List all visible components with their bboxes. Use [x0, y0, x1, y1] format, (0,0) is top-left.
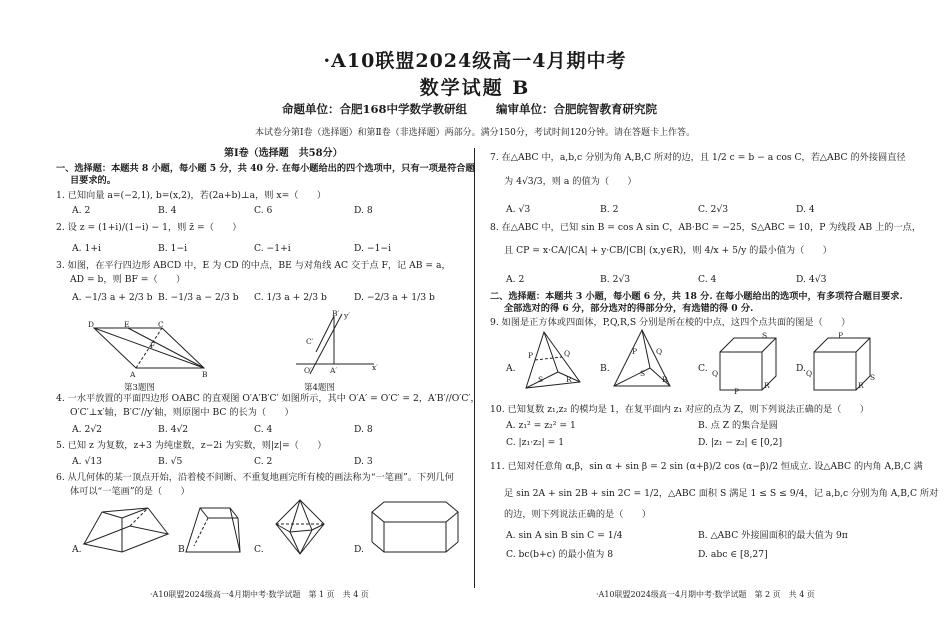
question-11-line2: 足 sin 2A + sin 2B + sin 2C = 1/2，△ABC 面积 S 满足 1 ≤ S ≤ 9/4，记 a,b,c 分别为角 A,B,C 所对	[504, 488, 939, 499]
q4-option-c: C. 4	[254, 424, 273, 435]
q2-option-b: B. 1−i	[158, 243, 188, 254]
q1-option-a: A. 2	[72, 205, 91, 216]
q1-option-d: D. 8	[354, 205, 373, 216]
question-6: 6. 从几何体的某一顶点开始，沿着棱不间断、不重复地画完所有棱的画法称为“一笔画”。下列几何	[56, 472, 454, 483]
svg-text:E: E	[124, 320, 130, 329]
q8-option-a: A. 2	[506, 274, 525, 285]
q9a-tetrahedron-icon	[524, 332, 582, 390]
svg-text:Q: Q	[712, 369, 719, 378]
svg-text:S: S	[538, 375, 544, 384]
q6a-prism-icon	[82, 508, 172, 554]
q4-option-a: A. 2√2	[72, 424, 103, 435]
q9-option-a: A.	[506, 363, 516, 374]
svg-text:S: S	[870, 373, 876, 382]
question-3-line2: AD = b，则 BF =（ ）	[70, 274, 186, 285]
q6-option-a: A.	[72, 544, 82, 555]
q5-option-b: B. √5	[158, 456, 183, 467]
q1-option-b: B. 4	[158, 205, 177, 216]
svg-text:y′: y′	[344, 311, 350, 320]
section1-heading-2: 目要求的。	[70, 175, 116, 186]
question-7: 7. 在△ABC 中，a,b,c 分别为角 A,B,C 所对的边，且 1/2 c = b − a cos C，若△ABC 的外接圆直径	[490, 152, 906, 163]
svg-text:R: R	[764, 381, 770, 390]
review-unit: 编审单位：合肥皖智教育研究院	[496, 102, 657, 116]
svg-text:Q: Q	[806, 369, 813, 378]
q4-option-d: D. 8	[354, 424, 373, 435]
svg-text:R: R	[566, 375, 572, 384]
q5-option-a: A. √13	[72, 456, 103, 467]
q6-option-b: B.	[178, 544, 188, 555]
q1-option-c: C. 6	[254, 205, 273, 216]
footer-page-1: ·A10联盟2024级高一4月期中考·数学试题 第 1 页 共 4 页	[150, 590, 369, 599]
q6c-octahedron-icon	[272, 500, 328, 556]
svg-text:O′: O′	[304, 366, 312, 375]
question-4: 4. 一水平放置的平面四边形 OABC 的直观图 O′A′B′C′ 如图所示，其中 O′A′ = O′C′ = 2，A′B′//O′C′，	[56, 393, 480, 404]
q5-option-c: C. 2	[254, 456, 273, 467]
section1-heading: 一、选择题：本题共 8 小题，每小题 5 分，共 40 分. 在每小题给出的四个选项中，只有一项是符合题	[56, 163, 475, 174]
svg-text:S: S	[762, 331, 768, 340]
q6-option-d: D.	[354, 544, 364, 555]
column-divider	[474, 148, 475, 588]
q10-option-a: A. z₁² = z₂² = 1	[506, 420, 576, 431]
svg-text:C′: C′	[306, 337, 314, 346]
q2-option-a: A. 1+i	[72, 243, 101, 254]
q10-option-c: C. |z₁·z₂| = 1	[506, 437, 565, 448]
svg-text:S: S	[640, 369, 646, 378]
q3-option-b: B. −1/3 a − 2/3 b	[158, 292, 239, 303]
q2-option-c: C. −1+i	[254, 243, 291, 254]
q2-option-d: D. −1−i	[354, 243, 392, 254]
fig3-caption: 第3题图	[124, 383, 155, 393]
q5-option-d: D. 3	[354, 456, 373, 467]
question-8-line2: 且 CP = x·CA/|CA| + y·CB/|CB| (x,y∈R)，则 4/x + 5/y 的最小值为（ ）	[504, 245, 832, 256]
q7-option-a: A. √3	[506, 204, 531, 215]
svg-text:Q: Q	[564, 349, 571, 358]
q3-parallelogram-figure	[86, 320, 216, 379]
q6-option-c: C.	[254, 544, 264, 555]
q8-option-c: C. 4	[698, 274, 717, 285]
q11-option-c: C. bc(b+c) 的最小值为 8	[506, 549, 614, 560]
svg-text:P: P	[632, 347, 638, 356]
author-unit: 命题单位：合肥168中学数学教研组	[282, 102, 468, 116]
svg-text:B′: B′	[332, 309, 340, 318]
q3-option-c: C. 1/3 a + 2/3 b	[254, 292, 327, 303]
q9-option-d: D.	[796, 363, 806, 374]
svg-text:R: R	[662, 375, 668, 384]
section2-heading: 二、选择题：本题共 3 小题，每小题 6 分，共 18 分. 在每小题给出的选项中，有多项符合题目要求.	[490, 291, 903, 302]
q11-option-a: A. sin A sin B sin C = 1/4	[506, 530, 623, 541]
q4-option-b: B. 4√2	[158, 424, 189, 435]
svg-text:A′: A′	[330, 366, 338, 375]
exam-title: ·A10联盟2024级高一4月期中考	[323, 50, 627, 72]
svg-text:P: P	[838, 331, 844, 340]
question-8: 8. 在△ABC 中，已知 sin B = cos A sin C，AB·BC = −25，S△ABC = 10，P 为线段 AB 上的一点，	[490, 222, 922, 233]
exam-note: 本试卷分第Ⅰ卷（选择题）和第Ⅱ卷（非选择题）两部分。满分150分，考试时间120分钟。请在答题卡上作答。	[254, 128, 696, 138]
section2-heading-2: 全部选对的得 6 分，部分选对的得部分分，有选错的得 0 分.	[504, 303, 754, 314]
q9c-cube-icon	[712, 331, 778, 396]
question-11: 11. 已知对任意角 α,β，sin α + sin β = 2 sin (α+β)/2 cos (α−β)/2 恒成立. 设△ABC 的内角 A,B,C 满	[490, 461, 923, 472]
q6b-frustum-icon	[184, 506, 244, 554]
q10-option-b: B. 点 Z 的集合是圆	[698, 420, 778, 431]
question-4-line2: O′C′⊥x′轴，B′C′//y′轴，则原图中 BC 的长为（ ）	[70, 407, 294, 418]
svg-text:F: F	[150, 341, 156, 350]
q3-option-a: A. −1/3 a + 2/3 b	[72, 292, 153, 303]
q7-option-d: D. 4	[796, 204, 815, 215]
q9d-cube-icon	[806, 331, 876, 390]
question-7-line2: 为 4√3/3，则 a 的值为（ ）	[504, 176, 637, 187]
svg-text:Q: Q	[656, 347, 663, 356]
svg-text:R: R	[858, 381, 864, 390]
svg-text:B: B	[202, 370, 208, 379]
q10-option-d: D. |z₁ − z₂| ∈ [0,2]	[698, 437, 783, 448]
q8-option-b: B. 2√3	[600, 274, 631, 285]
question-3: 3. 如图，在平行四边形 ABCD 中，E 为 CD 的中点，BE 与对角线 AC 交于点 F，记 AB = a，	[56, 260, 451, 271]
question-10: 10. 已知复数 z₁,z₂ 的模均是 1，在复平面内 z₁ 对应的点为 Z，则下列说法正确的是（ ）	[490, 404, 869, 415]
q7-option-b: B. 2	[600, 204, 619, 215]
q11-option-b: B. △ABC 外接圆面积的最大值为 9π	[698, 530, 848, 541]
svg-text:A: A	[130, 370, 136, 379]
q8-option-d: D. 4√3	[796, 274, 827, 285]
svg-text:D: D	[88, 320, 95, 329]
q11-option-d: D. abc ∈ [8,27]	[698, 549, 768, 560]
q9-option-c: C.	[698, 363, 708, 374]
question-11-line3: 的边，则下列说法正确的是（ ）	[504, 509, 651, 520]
svg-text:x′: x′	[372, 363, 378, 372]
exam-subtitle: 数学试题 B	[419, 77, 531, 99]
question-6-line2: 体可以“一笔画”的是（ ）	[70, 486, 190, 497]
svg-text:P: P	[528, 351, 534, 360]
part1-title: 第Ⅰ卷（选择题 共58分）	[224, 148, 343, 159]
question-2: 2. 设 z = (1+i)/(1−i) − 1，则 z̄ =（ ）	[56, 222, 242, 233]
q7-option-c: C. 2√3	[698, 204, 729, 215]
q6d-hex-prism-icon	[370, 502, 460, 554]
q9b-tetrahedron-icon	[612, 330, 672, 390]
question-9: 9. 如图是正方体或四面体，P,Q,R,S 分别是所在棱的中点，这四个点共面的图是（ ）	[490, 317, 851, 328]
footer-page-2: ·A10联盟2024级高一4月期中考·数学试题 第 2 页 共 4 页	[596, 590, 815, 599]
svg-text:C: C	[158, 320, 164, 329]
svg-text:P: P	[734, 387, 740, 396]
fig4-caption: 第4题图	[304, 383, 335, 393]
q4-intuitive-figure	[296, 309, 378, 375]
question-1: 1. 已知向量 a=(−2,1), b=(x,2)，若(2a+b)⊥a，则 x=（ ）	[56, 190, 327, 201]
q9-option-b: B.	[600, 363, 610, 374]
question-5: 5. 已知 z 为复数，z+3 为纯虚数，z−2i 为实数，则|z|=（ ）	[56, 440, 327, 451]
q3-option-d: D. −2/3 a + 1/3 b	[354, 292, 435, 303]
